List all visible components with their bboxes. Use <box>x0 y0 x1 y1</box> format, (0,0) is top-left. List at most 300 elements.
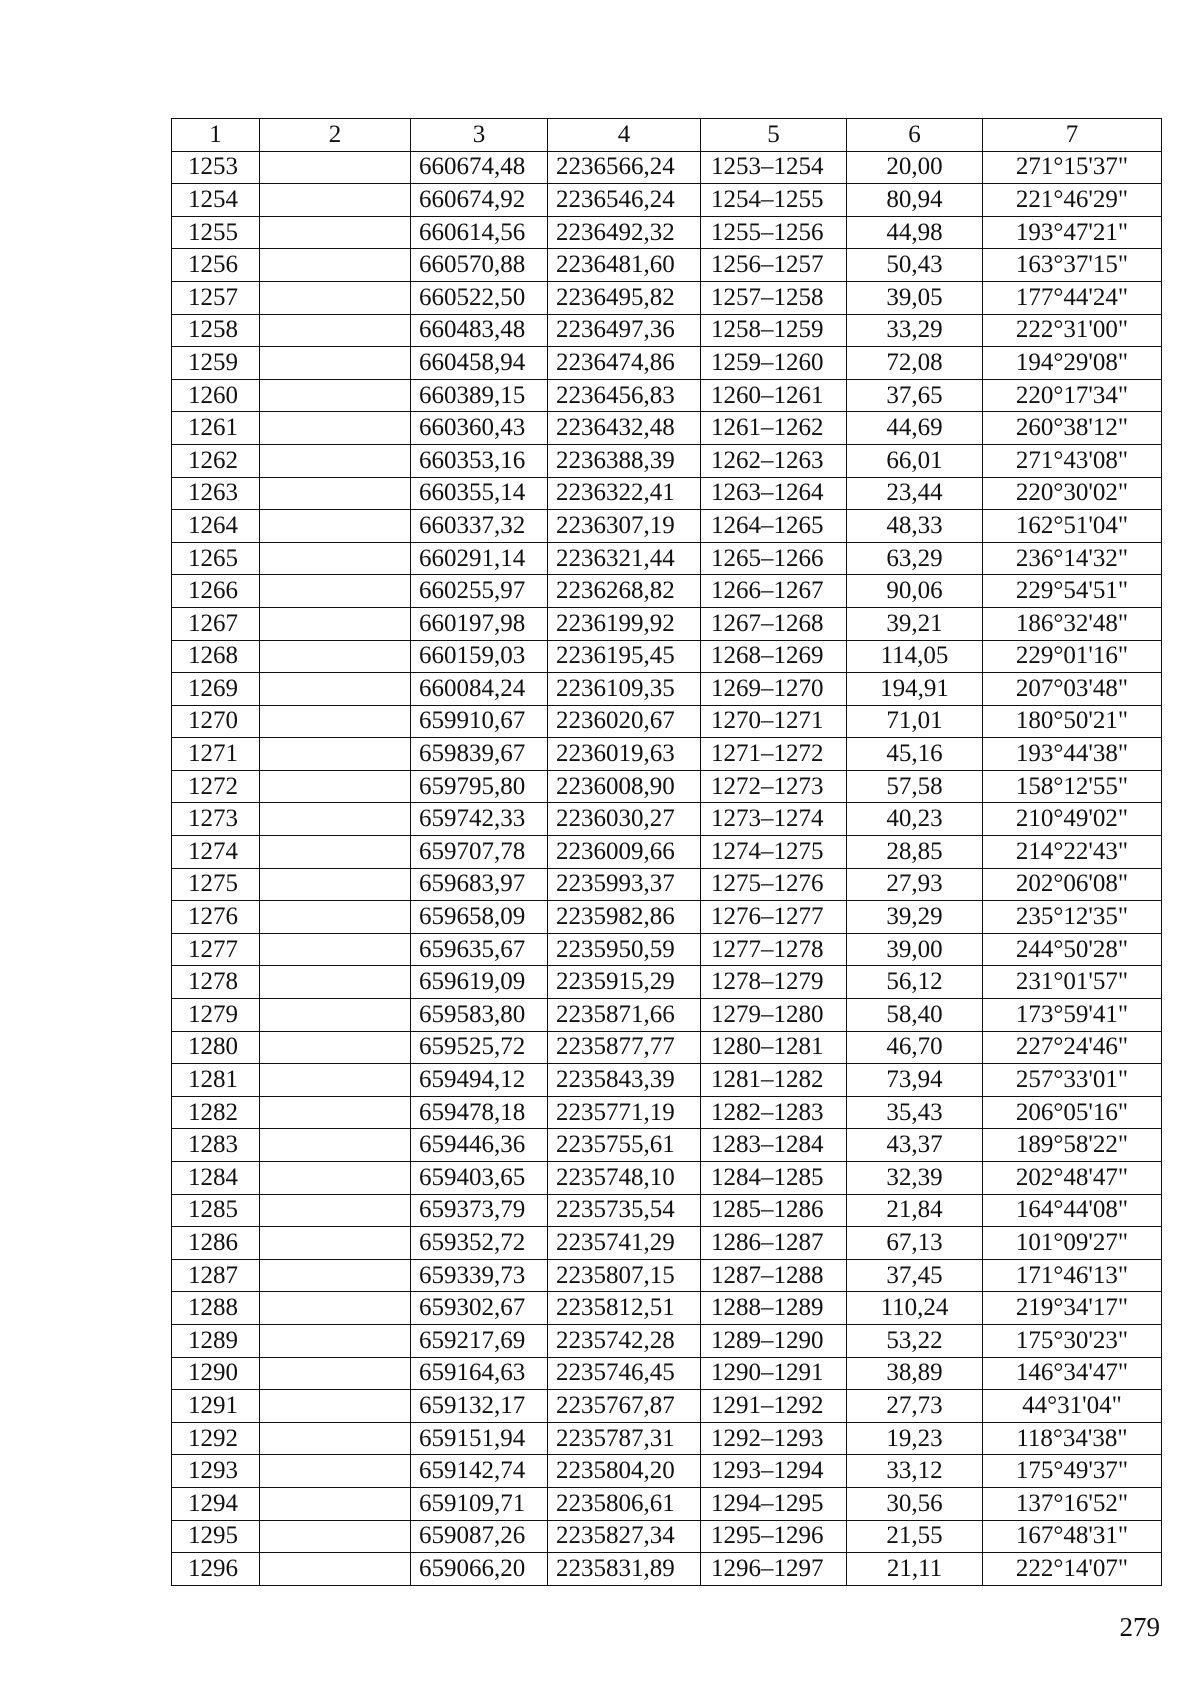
segment-length-cell: 27,93 <box>847 868 983 901</box>
segment-cell: 1287–1288 <box>701 1259 847 1292</box>
point-number-cell: 1259 <box>172 347 260 380</box>
x-coordinate-cell: 659339,73 <box>411 1259 548 1292</box>
segment-length-cell: 90,06 <box>847 575 983 608</box>
x-coordinate-cell: 659151,94 <box>411 1422 548 1455</box>
direction-angle-cell: 175°49'37" <box>983 1455 1162 1488</box>
segment-length-cell: 80,94 <box>847 184 983 217</box>
y-coordinate-cell: 2236307,19 <box>548 510 701 543</box>
point-number-cell: 1272 <box>172 770 260 803</box>
point-number-cell: 1269 <box>172 673 260 706</box>
x-coordinate-cell: 659525,72 <box>411 1031 548 1064</box>
x-coordinate-cell: 659352,72 <box>411 1227 548 1260</box>
segment-cell: 1267–1268 <box>701 607 847 640</box>
x-coordinate-cell: 659707,78 <box>411 836 548 869</box>
header-cell-3: 3 <box>411 119 548 152</box>
table-row <box>172 1064 1162 1097</box>
direction-angle-cell: 173°59'41" <box>983 999 1162 1032</box>
direction-angle-cell: 202°48'47" <box>983 1162 1162 1195</box>
x-coordinate-cell: 659066,20 <box>411 1553 548 1586</box>
point-number-cell: 1275 <box>172 868 260 901</box>
point-number-cell: 1276 <box>172 901 260 934</box>
direction-angle-cell: 257°33'01" <box>983 1064 1162 1097</box>
segment-cell: 1294–1295 <box>701 1487 847 1520</box>
x-coordinate-cell: 660360,43 <box>411 412 548 445</box>
direction-angle-cell: 193°44'38" <box>983 738 1162 771</box>
point-number-cell: 1255 <box>172 216 260 249</box>
segment-length-cell: 63,29 <box>847 542 983 575</box>
y-coordinate-cell: 2235771,19 <box>548 1096 701 1129</box>
y-coordinate-cell: 2235746,45 <box>548 1357 701 1390</box>
direction-angle-cell: 271°43'08" <box>983 444 1162 477</box>
header-cell-1: 1 <box>172 119 260 152</box>
point-note-cell <box>260 1422 411 1455</box>
table-row <box>172 901 1162 934</box>
point-note-cell <box>260 1292 411 1325</box>
x-coordinate-cell: 659164,63 <box>411 1357 548 1390</box>
point-note-cell <box>260 966 411 999</box>
page-number: 279 <box>1119 1612 1160 1642</box>
direction-angle-cell: 244°50'28" <box>983 933 1162 966</box>
point-number-cell: 1287 <box>172 1259 260 1292</box>
point-number-cell: 1253 <box>172 151 260 184</box>
point-number-cell: 1260 <box>172 379 260 412</box>
y-coordinate-cell: 2235812,51 <box>548 1292 701 1325</box>
y-coordinate-cell: 2235767,87 <box>548 1390 701 1423</box>
segment-length-cell: 37,45 <box>847 1259 983 1292</box>
segment-cell: 1282–1283 <box>701 1096 847 1129</box>
x-coordinate-cell: 659583,80 <box>411 999 548 1032</box>
direction-angle-cell: 177°44'24" <box>983 281 1162 314</box>
header-cell-2: 2 <box>260 119 411 152</box>
point-number-cell: 1262 <box>172 444 260 477</box>
segment-length-cell: 23,44 <box>847 477 983 510</box>
point-number-cell: 1268 <box>172 640 260 673</box>
x-coordinate-cell: 659683,97 <box>411 868 548 901</box>
segment-cell: 1295–1296 <box>701 1520 847 1553</box>
point-number-cell: 1285 <box>172 1194 260 1227</box>
y-coordinate-cell: 2235831,89 <box>548 1553 701 1586</box>
point-note-cell <box>260 770 411 803</box>
x-coordinate-cell: 659109,71 <box>411 1487 548 1520</box>
point-number-cell: 1256 <box>172 249 260 282</box>
point-note-cell <box>260 379 411 412</box>
x-coordinate-cell: 660337,32 <box>411 510 548 543</box>
table-row <box>172 314 1162 347</box>
segment-length-cell: 114,05 <box>847 640 983 673</box>
direction-angle-cell: 221°46'29" <box>983 184 1162 217</box>
segment-length-cell: 39,00 <box>847 933 983 966</box>
table-row <box>172 1259 1162 1292</box>
point-note-cell <box>260 901 411 934</box>
direction-angle-cell: 193°47'21" <box>983 216 1162 249</box>
y-coordinate-cell: 2235787,31 <box>548 1422 701 1455</box>
x-coordinate-cell: 660389,15 <box>411 379 548 412</box>
y-coordinate-cell: 2236566,24 <box>548 151 701 184</box>
point-note-cell <box>260 836 411 869</box>
segment-length-cell: 56,12 <box>847 966 983 999</box>
x-coordinate-cell: 659087,26 <box>411 1520 548 1553</box>
segment-length-cell: 50,43 <box>847 249 983 282</box>
direction-angle-cell: 229°01'16" <box>983 640 1162 673</box>
segment-length-cell: 28,85 <box>847 836 983 869</box>
point-note-cell <box>260 640 411 673</box>
segment-cell: 1254–1255 <box>701 184 847 217</box>
segment-cell: 1278–1279 <box>701 966 847 999</box>
segment-length-cell: 37,65 <box>847 379 983 412</box>
table-row <box>172 542 1162 575</box>
point-number-cell: 1283 <box>172 1129 260 1162</box>
y-coordinate-cell: 2235843,39 <box>548 1064 701 1097</box>
segment-cell: 1279–1280 <box>701 999 847 1032</box>
direction-angle-cell: 229°54'51" <box>983 575 1162 608</box>
y-coordinate-cell: 2235827,34 <box>548 1520 701 1553</box>
segment-cell: 1273–1274 <box>701 803 847 836</box>
segment-cell: 1271–1272 <box>701 738 847 771</box>
segment-cell: 1263–1264 <box>701 477 847 510</box>
segment-length-cell: 44,69 <box>847 412 983 445</box>
y-coordinate-cell: 2236388,39 <box>548 444 701 477</box>
segment-length-cell: 43,37 <box>847 1129 983 1162</box>
direction-angle-cell: 146°34'47" <box>983 1357 1162 1390</box>
table-row <box>172 1162 1162 1195</box>
direction-angle-cell: 158°12'55" <box>983 770 1162 803</box>
direction-angle-cell: 220°30'02" <box>983 477 1162 510</box>
point-note-cell <box>260 1031 411 1064</box>
table-row <box>172 1292 1162 1325</box>
direction-angle-cell: 167°48'31" <box>983 1520 1162 1553</box>
direction-angle-cell: 206°05'16" <box>983 1096 1162 1129</box>
direction-angle-cell: 189°58'22" <box>983 1129 1162 1162</box>
segment-length-cell: 39,21 <box>847 607 983 640</box>
point-number-cell: 1264 <box>172 510 260 543</box>
table-header <box>172 119 1162 152</box>
point-note-cell <box>260 1357 411 1390</box>
segment-length-cell: 39,29 <box>847 901 983 934</box>
point-number-cell: 1280 <box>172 1031 260 1064</box>
direction-angle-cell: 180°50'21" <box>983 705 1162 738</box>
segment-length-cell: 19,23 <box>847 1422 983 1455</box>
point-number-cell: 1257 <box>172 281 260 314</box>
table-body <box>172 151 1162 1585</box>
point-number-cell: 1291 <box>172 1390 260 1423</box>
point-note-cell <box>260 738 411 771</box>
y-coordinate-cell: 2235735,54 <box>548 1194 701 1227</box>
segment-cell: 1280–1281 <box>701 1031 847 1064</box>
x-coordinate-cell: 660255,97 <box>411 575 548 608</box>
table-row <box>172 1129 1162 1162</box>
table-row <box>172 1487 1162 1520</box>
x-coordinate-cell: 659494,12 <box>411 1064 548 1097</box>
segment-cell: 1259–1260 <box>701 347 847 380</box>
point-note-cell <box>260 1194 411 1227</box>
table-row <box>172 412 1162 445</box>
segment-length-cell: 72,08 <box>847 347 983 380</box>
point-note-cell <box>260 803 411 836</box>
point-note-cell <box>260 314 411 347</box>
x-coordinate-cell: 659795,80 <box>411 770 548 803</box>
direction-angle-cell: 235°12'35" <box>983 901 1162 934</box>
table-row <box>172 999 1162 1032</box>
segment-cell: 1274–1275 <box>701 836 847 869</box>
segment-cell: 1253–1254 <box>701 151 847 184</box>
segment-cell: 1255–1256 <box>701 216 847 249</box>
direction-angle-cell: 118°34'38" <box>983 1422 1162 1455</box>
segment-length-cell: 58,40 <box>847 999 983 1032</box>
segment-cell: 1269–1270 <box>701 673 847 706</box>
segment-length-cell: 40,23 <box>847 803 983 836</box>
point-number-cell: 1284 <box>172 1162 260 1195</box>
table-row <box>172 803 1162 836</box>
x-coordinate-cell: 660084,24 <box>411 673 548 706</box>
x-coordinate-cell: 659217,69 <box>411 1324 548 1357</box>
point-number-cell: 1263 <box>172 477 260 510</box>
header-cell-5: 5 <box>701 119 847 152</box>
point-note-cell <box>260 510 411 543</box>
segment-cell: 1256–1257 <box>701 249 847 282</box>
direction-angle-cell: 202°06'08" <box>983 868 1162 901</box>
direction-angle-cell: 207°03'48" <box>983 673 1162 706</box>
coordinates-table <box>171 118 1162 1586</box>
segment-cell: 1275–1276 <box>701 868 847 901</box>
segment-cell: 1262–1263 <box>701 444 847 477</box>
y-coordinate-cell: 2236195,45 <box>548 640 701 673</box>
direction-angle-cell: 162°51'04" <box>983 510 1162 543</box>
segment-cell: 1285–1286 <box>701 1194 847 1227</box>
point-number-cell: 1290 <box>172 1357 260 1390</box>
y-coordinate-cell: 2236432,48 <box>548 412 701 445</box>
segment-length-cell: 21,84 <box>847 1194 983 1227</box>
direction-angle-cell: 260°38'12" <box>983 412 1162 445</box>
x-coordinate-cell: 660522,50 <box>411 281 548 314</box>
segment-cell: 1296–1297 <box>701 1553 847 1586</box>
table-row <box>172 933 1162 966</box>
table-row <box>172 347 1162 380</box>
point-note-cell <box>260 1227 411 1260</box>
x-coordinate-cell: 660355,14 <box>411 477 548 510</box>
table-row <box>172 770 1162 803</box>
segment-cell: 1291–1292 <box>701 1390 847 1423</box>
table-row <box>172 1455 1162 1488</box>
point-note-cell <box>260 281 411 314</box>
y-coordinate-cell: 2236321,44 <box>548 542 701 575</box>
x-coordinate-cell: 660483,48 <box>411 314 548 347</box>
point-number-cell: 1296 <box>172 1553 260 1586</box>
point-number-cell: 1292 <box>172 1422 260 1455</box>
segment-length-cell: 53,22 <box>847 1324 983 1357</box>
x-coordinate-cell: 659619,09 <box>411 966 548 999</box>
y-coordinate-cell: 2235993,37 <box>548 868 701 901</box>
table-row <box>172 966 1162 999</box>
point-number-cell: 1274 <box>172 836 260 869</box>
point-note-cell <box>260 151 411 184</box>
x-coordinate-cell: 660458,94 <box>411 347 548 380</box>
segment-cell: 1265–1266 <box>701 542 847 575</box>
x-coordinate-cell: 660674,92 <box>411 184 548 217</box>
direction-angle-cell: 219°34'17" <box>983 1292 1162 1325</box>
point-note-cell <box>260 1455 411 1488</box>
direction-angle-cell: 220°17'34" <box>983 379 1162 412</box>
y-coordinate-cell: 2236199,92 <box>548 607 701 640</box>
table-row <box>172 705 1162 738</box>
segment-cell: 1272–1273 <box>701 770 847 803</box>
segment-cell: 1276–1277 <box>701 901 847 934</box>
segment-length-cell: 32,39 <box>847 1162 983 1195</box>
table-row <box>172 1096 1162 1129</box>
segment-length-cell: 21,11 <box>847 1553 983 1586</box>
segment-cell: 1284–1285 <box>701 1162 847 1195</box>
table-row <box>172 216 1162 249</box>
table-row <box>172 184 1162 217</box>
segment-length-cell: 110,24 <box>847 1292 983 1325</box>
point-number-cell: 1267 <box>172 607 260 640</box>
segment-cell: 1290–1291 <box>701 1357 847 1390</box>
table-row <box>172 379 1162 412</box>
point-note-cell <box>260 1553 411 1586</box>
y-coordinate-cell: 2236009,66 <box>548 836 701 869</box>
point-note-cell <box>260 412 411 445</box>
y-coordinate-cell: 2236474,86 <box>548 347 701 380</box>
y-coordinate-cell: 2236268,82 <box>548 575 701 608</box>
segment-length-cell: 71,01 <box>847 705 983 738</box>
segment-length-cell: 66,01 <box>847 444 983 477</box>
segment-length-cell: 57,58 <box>847 770 983 803</box>
point-note-cell <box>260 1324 411 1357</box>
table-row <box>172 151 1162 184</box>
point-note-cell <box>260 999 411 1032</box>
y-coordinate-cell: 2235871,66 <box>548 999 701 1032</box>
point-number-cell: 1270 <box>172 705 260 738</box>
x-coordinate-cell: 660159,03 <box>411 640 548 673</box>
y-coordinate-cell: 2235915,29 <box>548 966 701 999</box>
y-coordinate-cell: 2236019,63 <box>548 738 701 771</box>
table-row <box>172 1324 1162 1357</box>
x-coordinate-cell: 660197,98 <box>411 607 548 640</box>
table-row <box>172 1390 1162 1423</box>
point-number-cell: 1254 <box>172 184 260 217</box>
point-note-cell <box>260 184 411 217</box>
direction-angle-cell: 222°14'07" <box>983 1553 1162 1586</box>
segment-cell: 1289–1290 <box>701 1324 847 1357</box>
point-note-cell <box>260 542 411 575</box>
segment-cell: 1293–1294 <box>701 1455 847 1488</box>
point-note-cell <box>260 1096 411 1129</box>
x-coordinate-cell: 660353,16 <box>411 444 548 477</box>
segment-cell: 1261–1262 <box>701 412 847 445</box>
header-cell-4: 4 <box>548 119 701 152</box>
point-number-cell: 1281 <box>172 1064 260 1097</box>
segment-cell: 1292–1293 <box>701 1422 847 1455</box>
y-coordinate-cell: 2235950,59 <box>548 933 701 966</box>
segment-cell: 1268–1269 <box>701 640 847 673</box>
point-note-cell <box>260 216 411 249</box>
table-row <box>172 1520 1162 1553</box>
y-coordinate-cell: 2236008,90 <box>548 770 701 803</box>
point-number-cell: 1266 <box>172 575 260 608</box>
point-note-cell <box>260 1129 411 1162</box>
segment-cell: 1288–1289 <box>701 1292 847 1325</box>
table-row <box>172 640 1162 673</box>
segment-cell: 1286–1287 <box>701 1227 847 1260</box>
y-coordinate-cell: 2236497,36 <box>548 314 701 347</box>
x-coordinate-cell: 659742,33 <box>411 803 548 836</box>
direction-angle-cell: 101°09'27" <box>983 1227 1162 1260</box>
direction-angle-cell: 186°32'48" <box>983 607 1162 640</box>
segment-cell: 1264–1265 <box>701 510 847 543</box>
point-note-cell <box>260 1064 411 1097</box>
segment-length-cell: 35,43 <box>847 1096 983 1129</box>
table-row <box>172 1227 1162 1260</box>
y-coordinate-cell: 2235982,86 <box>548 901 701 934</box>
segment-length-cell: 20,00 <box>847 151 983 184</box>
segment-length-cell: 45,16 <box>847 738 983 771</box>
y-coordinate-cell: 2236456,83 <box>548 379 701 412</box>
table-row <box>172 836 1162 869</box>
y-coordinate-cell: 2235877,77 <box>548 1031 701 1064</box>
header-row <box>172 119 1162 152</box>
segment-length-cell: 21,55 <box>847 1520 983 1553</box>
y-coordinate-cell: 2236495,82 <box>548 281 701 314</box>
table-row <box>172 477 1162 510</box>
direction-angle-cell: 194°29'08" <box>983 347 1162 380</box>
table-row <box>172 868 1162 901</box>
segment-length-cell: 194,91 <box>847 673 983 706</box>
direction-angle-cell: 163°37'15" <box>983 249 1162 282</box>
point-number-cell: 1271 <box>172 738 260 771</box>
direction-angle-cell: 210°49'02" <box>983 803 1162 836</box>
table-row <box>172 738 1162 771</box>
table-row <box>172 444 1162 477</box>
point-number-cell: 1277 <box>172 933 260 966</box>
y-coordinate-cell: 2235741,29 <box>548 1227 701 1260</box>
segment-cell: 1258–1259 <box>701 314 847 347</box>
segment-length-cell: 33,12 <box>847 1455 983 1488</box>
segment-length-cell: 33,29 <box>847 314 983 347</box>
x-coordinate-cell: 659446,36 <box>411 1129 548 1162</box>
point-number-cell: 1295 <box>172 1520 260 1553</box>
table-row <box>172 510 1162 543</box>
direction-angle-cell: 164°44'08" <box>983 1194 1162 1227</box>
point-number-cell: 1289 <box>172 1324 260 1357</box>
table-row <box>172 575 1162 608</box>
table-row <box>172 673 1162 706</box>
point-note-cell <box>260 1162 411 1195</box>
table-row <box>172 249 1162 282</box>
segment-length-cell: 38,89 <box>847 1357 983 1390</box>
point-note-cell <box>260 1259 411 1292</box>
x-coordinate-cell: 659142,74 <box>411 1455 548 1488</box>
header-cell-6: 6 <box>847 119 983 152</box>
point-note-cell <box>260 705 411 738</box>
point-number-cell: 1288 <box>172 1292 260 1325</box>
segment-length-cell: 27,73 <box>847 1390 983 1423</box>
y-coordinate-cell: 2235804,20 <box>548 1455 701 1488</box>
point-note-cell <box>260 868 411 901</box>
segment-cell: 1260–1261 <box>701 379 847 412</box>
x-coordinate-cell: 660291,14 <box>411 542 548 575</box>
direction-angle-cell: 271°15'37" <box>983 151 1162 184</box>
point-note-cell <box>260 1520 411 1553</box>
point-note-cell <box>260 575 411 608</box>
x-coordinate-cell: 659635,67 <box>411 933 548 966</box>
point-note-cell <box>260 347 411 380</box>
table-row <box>172 1031 1162 1064</box>
point-number-cell: 1258 <box>172 314 260 347</box>
y-coordinate-cell: 2236030,27 <box>548 803 701 836</box>
point-note-cell <box>260 477 411 510</box>
point-number-cell: 1261 <box>172 412 260 445</box>
segment-length-cell: 46,70 <box>847 1031 983 1064</box>
segment-cell: 1281–1282 <box>701 1064 847 1097</box>
